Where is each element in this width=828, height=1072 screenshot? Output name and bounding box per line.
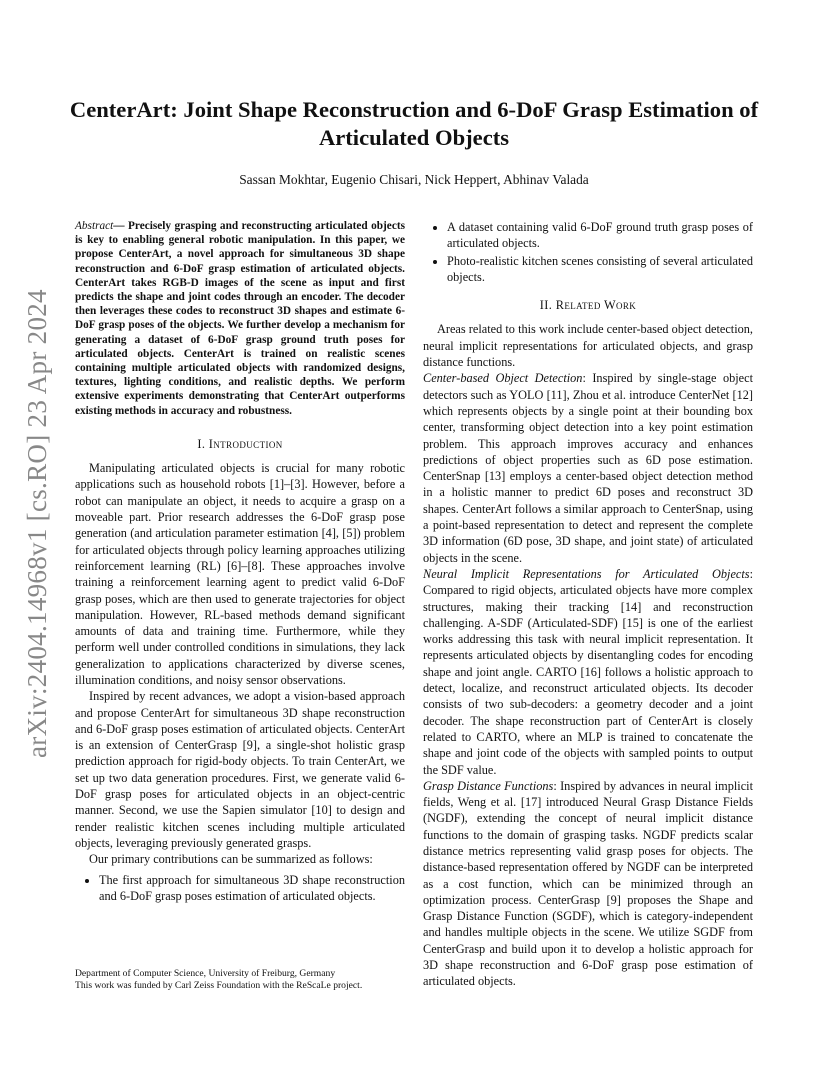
arxiv-identifier: arXiv:2404.14968v1 [cs.RO] 23 Apr 2024 — [22, 289, 52, 758]
related-work-neural-implicit — [423, 566, 753, 778]
contribution-list-continued — [423, 219, 753, 285]
left-column — [75, 219, 405, 905]
subsection-title: Grasp Distance Functions — [423, 778, 554, 793]
paper-title: CenterArt: Joint Shape Reconstruction and 6-DoF Grasp Estimation of Articulated Objects — [69, 97, 759, 150]
subsection-text: : Inspired by advances in neural implicit fields, Weng et al. [17] introduced Neural Grasp Distance Fields (NGDF), extending the concept of neural implicit distance functions to the domain of grasping tasks. NGDF predicts scalar distance metrics representing valid grasp poses for objects. The distance-based representation offered by NGDF can be interpreted as a cost function, which can be minimized through an optimization process. CenterGrasp [9] proposes the Shape and Grasp Distance Function (SGDF), which is category-independent and handles multiple objects in the scene. We utilize SGDF from CenterGrasp and build upon it to develop a holistic approach for 3D shape reconstruction and 6-DoF grasp pose estimation of articulated objects. — [423, 778, 753, 989]
subsection-text: : Compared to rigid objects, articulated objects have more complex structures, making their tracking [14] and reconstruction challenging. A-SDF (Articulated-SDF) [15] is one of the earliest works addressing this task with neural implicit representation. It represents articulated objects by disentangling codes for encoding shape and joint angle. CARTO [16] follows a holistic approach to detect, localize, and reconstruct articulated objects. Its decoder consists of two sub-decoders: a geometry decoder and a joint decoder. The shape reconstruction part of CenterArt is closely related to CARTO, where an MLP is trained to concatenate the shape and joint code of the objects with sampled points to output the SDF value. — [423, 566, 753, 777]
footnote-funding: This work was funded by Carl Zeiss Foundation with the ReScaLe project. — [75, 980, 363, 992]
right-column — [423, 219, 753, 990]
related-work-center-detection — [423, 370, 753, 566]
abstract: Abstract— Precisely grasping and reconstructing articulated objects is key to enabling general robotic manipulation. In this paper, we propose CenterArt, a novel approach for simultaneous 3D shape reconstruction and 6-DoF grasp estimation of articulated objects. CenterArt takes RGB-D images of the scene as input and first predicts the shape and joint codes through an encoder. The decoder then leverages these codes to reconstruct 3D shapes and estimate 6-DoF grasp poses of the objects. We further develop a mechanism for generating a dataset of 6-DoF grasp ground truth poses for articulated objects. CenterArt is trained on realistic scenes containing multiple articulated objects with randomized designs, textures, lighting conditions, and realistic depths. We perform extensive experiments demonstrating that CenterArt outperforms existing methods in accuracy and robustness. — [75, 220, 405, 417]
contribution-item: • A dataset containing valid 6-DoF ground truth grasp poses of articulated objects. — [447, 219, 753, 252]
contribution-item: • Photo-realistic kitchen scenes consisting of several articulated objects. — [447, 253, 753, 286]
subsection-title: Neural Implicit Representations for Articulated Objects — [423, 566, 750, 581]
contribution-item: • The first approach for simultaneous 3D shape reconstruction and 6-DoF grasp poses estimation of articulated objects. — [99, 872, 405, 905]
related-work-intro: Areas related to this work include center-based object detection, neural implicit representations for articulated objects, and grasp distance functions. — [423, 322, 753, 370]
related-work-grasp-distance — [423, 778, 753, 990]
intro-paragraph-1: Manipulating articulated objects is crucial for many robotic applications such as household robots [1]–[3]. However, before a robot can manipulate an object, it needs to acquire a grasp on a moveable part. Prior research addresses the 6-DoF grasp pose generation (and articulation parameter estimation [4], [5]) problem for articulated objects through policy learning approaches utilizing reinforcement learning (RL) [6]–[8]. These approaches involve training a reinforcement learning agent to predict valid 6-DoF grasp poses, which are then used to generate trajectories for object manipulation. However, RL-based methods demand significant amounts of data and training time. Furthermore, while they perform well under controlled conditions in simulations, they lack generalization to applications characterized by diverse scenes, illumination conditions, and noisy sensor observations. — [75, 461, 405, 687]
contribution-list — [75, 872, 405, 905]
footnote-affiliation: Department of Computer Science, University of Freiburg, Germany — [75, 968, 336, 979]
abstract-text: Precisely grasping and reconstructing articulated objects is key to enabling general robotic manipulation. In this paper, we propose CenterArt, a novel approach for simultaneous 3D shape reconstruction and 6-DoF grasp estimation of articulated objects. CenterArt takes RGB-D images of the scene as input and first predicts the shape and joint codes through an encoder. The decoder then leverages these codes to reconstruct 3D shapes and estimate 6-DoF grasp poses of the objects. We further develop a mechanism for generating a dataset of 6-DoF grasp ground truth poses for articulated objects. CenterArt is trained on realistic scenes containing multiple articulated objects with randomized designs, textures, lighting conditions, and realistic depths. We perform extensive experiments demonstrating that CenterArt outperforms existing methods in accuracy and robustness. — [75, 220, 405, 417]
abstract-label: Abstract — [75, 220, 114, 232]
subsection-title: Center-based Object Detection — [423, 371, 583, 386]
section-heading-related-work: II. Related Work — [539, 298, 637, 313]
author-list: Sassan Mokhtar, Eugenio Chisari, Nick Heppert, Abhinav Valada — [239, 172, 589, 187]
intro-paragraph-2: Inspired by recent advances, we adopt a vision-based approach and propose CenterArt for simultaneous 3D shape reconstruction and 6-DoF grasp poses estimation of articulated objects. CenterArt is an extension of CenterGrasp [9], a single-shot holistic grasp prediction approach for rigid-body objects. To train CenterArt, we set up two data generation procedures. First, we generate valid 6-DoF grasp poses for articulated objects in an object-centric manner. Second, we use the Sapien simulator [10] to design and render realistic kitchen scenes including multiple articulated objects, leveraging previously generated grasps. — [75, 689, 405, 850]
footnote — [75, 968, 415, 993]
intro-paragraph-3: Our primary contributions can be summarized as follows: — [89, 852, 373, 867]
section-heading-introduction: I. Introduction — [197, 436, 283, 451]
subsection-text: : Inspired by single-stage object detectors such as YOLO [11], Zhou et al. introduce CenterNet [12] which represents objects by a single point at their bounding box center, transforming object detection into a key point estimation problem. This approach improves accuracy and enhances predictions of object properties such as 6D pose estimation. CenterSnap [13] employs a center-based object detection method in a holistic manner to predict 6D poses and reconstruct 3D shapes. CenterArt follows a similar approach to CenterSnap, using a point-based representation to detect and represent the complete 3D information (6D pose, 3D shape, and joint state) of articulated objects in the scene. — [423, 371, 754, 565]
